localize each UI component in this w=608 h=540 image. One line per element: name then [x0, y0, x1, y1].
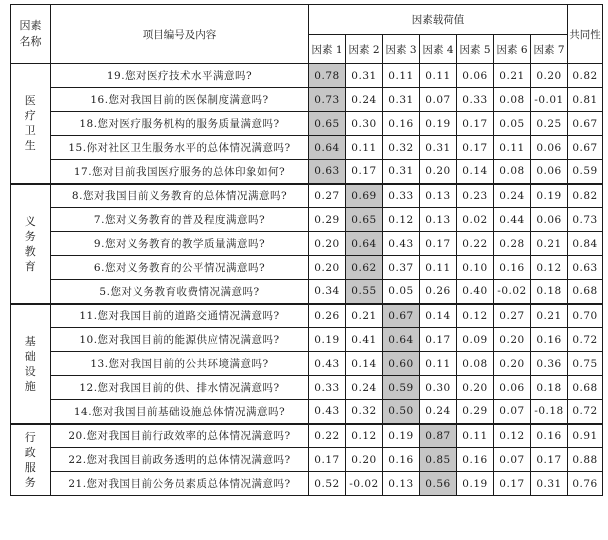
item-text: 21.您对我国目前公务员素质总体情况满意吗? — [51, 472, 309, 496]
item-text: 8.您对我国目前义务教育的总体情况满意吗? — [51, 184, 309, 208]
group-name-char: 生 — [24, 139, 37, 153]
item-text: 18.您对医疗服务机构的服务质量满意吗? — [51, 112, 309, 136]
loading-value: 0.13 — [383, 472, 420, 496]
loading-value: 0.20 — [531, 64, 568, 88]
table-body — [11, 64, 603, 496]
loading-value: 0.17 — [420, 232, 457, 256]
communality-value: 0.82 — [568, 184, 603, 208]
table-row — [11, 184, 603, 208]
loading-value: 0.28 — [494, 232, 531, 256]
category-header-line: 因素 — [19, 19, 42, 32]
loading-value: 0.17 — [531, 448, 568, 472]
loading-value: -0.01 — [531, 88, 568, 112]
loading-value: 0.30 — [420, 376, 457, 400]
loading-value: 0.14 — [457, 160, 494, 184]
loading-value: 0.31 — [383, 88, 420, 112]
loading-value: 0.34 — [309, 280, 346, 304]
table-row — [11, 88, 603, 112]
loading-value-highlighted: 0.87 — [420, 424, 457, 448]
table-row — [11, 280, 603, 304]
loading-value: 0.08 — [494, 160, 531, 184]
group-name-char: 育 — [24, 259, 37, 273]
loading-value: 0.37 — [383, 256, 420, 280]
group-name-char: 施 — [24, 379, 37, 393]
item-text: 9.您对义务教育的教学质量满意吗? — [51, 232, 309, 256]
loading-value: 0.19 — [420, 112, 457, 136]
loading-value: 0.20 — [309, 256, 346, 280]
loading-value-highlighted: 0.64 — [346, 232, 383, 256]
item-text: 16.您对我国目前的医保制度满意吗? — [51, 88, 309, 112]
table-row — [11, 400, 603, 424]
communality-value: 0.72 — [568, 328, 603, 352]
factor-header: 因素 4 — [420, 35, 457, 64]
loading-value: 0.11 — [420, 352, 457, 376]
loading-value: 0.12 — [457, 304, 494, 328]
loading-value: -0.02 — [346, 472, 383, 496]
item-text: 11.您对我国目前的道路交通情况满意吗? — [51, 304, 309, 328]
item-text: 13.您对我国目前的公共环境满意吗? — [51, 352, 309, 376]
group-name-char: 疗 — [24, 109, 37, 123]
loading-value: 0.33 — [457, 88, 494, 112]
group-name-char: 设 — [24, 364, 37, 378]
group-name-char: 务 — [24, 229, 37, 243]
factor-header: 因素 5 — [457, 35, 494, 64]
loading-value: 0.22 — [309, 424, 346, 448]
loading-value: -0.18 — [531, 400, 568, 424]
item-text: 14.您对我国目前基础设施总体情况满意吗? — [51, 400, 309, 424]
table-row — [11, 472, 603, 496]
table-row — [11, 112, 603, 136]
loading-value: 0.06 — [457, 64, 494, 88]
loading-value: 0.25 — [531, 112, 568, 136]
communality-value: 0.91 — [568, 424, 603, 448]
loading-value: 0.07 — [494, 400, 531, 424]
loading-value: 0.17 — [420, 328, 457, 352]
loading-value: 0.52 — [309, 472, 346, 496]
communality-value: 0.76 — [568, 472, 603, 496]
loading-value: 0.33 — [309, 376, 346, 400]
group-name-cell — [11, 424, 51, 496]
group-name-cell — [11, 64, 51, 184]
loading-value-highlighted: 0.73 — [309, 88, 346, 112]
communality-value: 0.73 — [568, 208, 603, 232]
table-row — [11, 304, 603, 328]
loading-value: 0.12 — [383, 208, 420, 232]
loading-value: 0.05 — [383, 280, 420, 304]
loading-value: 0.17 — [346, 160, 383, 184]
group-name — [25, 214, 37, 274]
communality-value: 0.68 — [568, 280, 603, 304]
loading-value: 0.43 — [383, 232, 420, 256]
group-name-char: 卫 — [24, 124, 37, 138]
communality-header: 共同性 — [568, 5, 603, 64]
loading-value: 0.05 — [494, 112, 531, 136]
loading-value: 0.20 — [420, 160, 457, 184]
communality-value: 0.72 — [568, 400, 603, 424]
loading-value: 0.21 — [531, 304, 568, 328]
loading-value: 0.07 — [494, 448, 531, 472]
group-name-char: 政 — [24, 445, 37, 459]
group-name-char: 教 — [24, 244, 37, 258]
factor-header: 因素 2 — [346, 35, 383, 64]
loading-value: 0.27 — [494, 304, 531, 328]
item-text: 7.您对义务教育的普及程度满意吗? — [51, 208, 309, 232]
communality-value: 0.67 — [568, 136, 603, 160]
communality-value: 0.88 — [568, 448, 603, 472]
loading-value: 0.10 — [457, 256, 494, 280]
communality-value: 0.70 — [568, 304, 603, 328]
communality-value: 0.82 — [568, 64, 603, 88]
loading-value: 0.22 — [457, 232, 494, 256]
loading-value: 0.18 — [531, 376, 568, 400]
item-text: 5.您对义务教育收费情况满意吗? — [51, 280, 309, 304]
loading-value: 0.11 — [420, 64, 457, 88]
loading-value: 0.44 — [494, 208, 531, 232]
table-row — [11, 328, 603, 352]
loading-value-highlighted: 0.78 — [309, 64, 346, 88]
loading-value-highlighted: 0.59 — [383, 376, 420, 400]
loading-value: 0.16 — [457, 448, 494, 472]
loading-value: 0.21 — [531, 232, 568, 256]
loading-value: 0.12 — [494, 424, 531, 448]
loading-value: 0.40 — [457, 280, 494, 304]
table-row — [11, 424, 603, 448]
loading-value: 0.36 — [531, 352, 568, 376]
loading-value: 0.32 — [346, 400, 383, 424]
loading-value: 0.24 — [346, 88, 383, 112]
group-name-char: 务 — [24, 475, 37, 489]
factor-header: 因素 1 — [309, 35, 346, 64]
table-row — [11, 64, 603, 88]
category-header-line: 名称 — [19, 35, 42, 48]
factor-header: 因素 6 — [494, 35, 531, 64]
loading-value: 0.17 — [457, 136, 494, 160]
table-row — [11, 232, 603, 256]
communality-value: 0.84 — [568, 232, 603, 256]
communality-value: 0.68 — [568, 376, 603, 400]
loading-value: 0.29 — [309, 208, 346, 232]
table-row — [11, 352, 603, 376]
group-name-char: 础 — [24, 349, 37, 363]
loading-value: 0.43 — [309, 400, 346, 424]
item-header: 项目编号及内容 — [51, 5, 309, 64]
loading-value: 0.16 — [383, 448, 420, 472]
loading-value: 0.33 — [383, 184, 420, 208]
loading-value: 0.24 — [346, 376, 383, 400]
item-text: 15.你对社区卫生服务水平的总体情况满意吗? — [51, 136, 309, 160]
loading-value: 0.31 — [531, 472, 568, 496]
loading-value-highlighted: 0.64 — [309, 136, 346, 160]
item-text: 17.您对目前我国医疗服务的总体印象如何? — [51, 160, 309, 184]
loading-value: 0.23 — [457, 184, 494, 208]
loading-value-highlighted: 0.64 — [383, 328, 420, 352]
loading-value: 0.31 — [383, 160, 420, 184]
group-name — [25, 430, 37, 490]
loading-value: 0.30 — [346, 112, 383, 136]
loading-value: 0.18 — [531, 280, 568, 304]
item-text: 19.您对医疗技术水平满意吗? — [51, 64, 309, 88]
group-name-cell — [11, 184, 51, 304]
loading-value: 0.43 — [309, 352, 346, 376]
loading-value-highlighted: 0.65 — [346, 208, 383, 232]
communality-value: 0.63 — [568, 256, 603, 280]
loading-value: 0.24 — [420, 400, 457, 424]
group-name-char: 基 — [24, 334, 37, 348]
loading-value: 0.32 — [383, 136, 420, 160]
loading-value: 0.02 — [457, 208, 494, 232]
loading-value: 0.20 — [346, 448, 383, 472]
loading-value: 0.16 — [383, 112, 420, 136]
loading-value: 0.16 — [531, 424, 568, 448]
factor-header: 因素 7 — [531, 35, 568, 64]
loading-value: 0.20 — [494, 328, 531, 352]
loading-value: 0.11 — [494, 136, 531, 160]
table-row — [11, 448, 603, 472]
loading-value: 0.11 — [457, 424, 494, 448]
loading-value-highlighted: 0.62 — [346, 256, 383, 280]
loading-value: 0.13 — [420, 208, 457, 232]
loading-header: 因素载荷值 — [309, 5, 568, 35]
loading-value-highlighted: 0.55 — [346, 280, 383, 304]
loading-value-highlighted: 0.85 — [420, 448, 457, 472]
category-header — [11, 5, 51, 64]
loading-value-highlighted: 0.56 — [420, 472, 457, 496]
item-text: 10.您对我国目前的能源供应情况满意吗? — [51, 328, 309, 352]
loading-value: 0.17 — [457, 112, 494, 136]
loading-value-highlighted: 0.50 — [383, 400, 420, 424]
loading-value: -0.02 — [494, 280, 531, 304]
loading-value: 0.07 — [420, 88, 457, 112]
group-name-cell — [11, 304, 51, 424]
loading-value-highlighted: 0.69 — [346, 184, 383, 208]
loading-value: 0.31 — [420, 136, 457, 160]
loading-value: 0.14 — [346, 352, 383, 376]
loading-value: 0.14 — [420, 304, 457, 328]
group-name-char: 医 — [24, 94, 37, 108]
loading-value: 0.29 — [457, 400, 494, 424]
loading-value: 0.21 — [494, 64, 531, 88]
communality-value: 0.75 — [568, 352, 603, 376]
loading-value: 0.26 — [309, 304, 346, 328]
group-name-char: 行 — [24, 430, 37, 444]
communality-value: 0.81 — [568, 88, 603, 112]
loading-value: 0.06 — [531, 160, 568, 184]
loading-value-highlighted: 0.63 — [309, 160, 346, 184]
communality-value: 0.59 — [568, 160, 603, 184]
loading-value: 0.27 — [309, 184, 346, 208]
table-row — [11, 136, 603, 160]
factor-loading-table — [10, 4, 603, 496]
loading-value: 0.11 — [346, 136, 383, 160]
table-row — [11, 256, 603, 280]
loading-value: 0.13 — [420, 184, 457, 208]
table-row — [11, 376, 603, 400]
loading-value: 0.06 — [531, 208, 568, 232]
item-text: 12.您对我国目前的供、排水情况满意吗? — [51, 376, 309, 400]
loading-value: 0.12 — [531, 256, 568, 280]
table-row — [11, 160, 603, 184]
loading-value-highlighted: 0.67 — [383, 304, 420, 328]
loading-value-highlighted: 0.60 — [383, 352, 420, 376]
item-text: 22.您对我国目前政务透明的总体情况满意吗? — [51, 448, 309, 472]
loading-value-highlighted: 0.65 — [309, 112, 346, 136]
communality-value: 0.67 — [568, 112, 603, 136]
loading-value: 0.24 — [494, 184, 531, 208]
loading-value: 0.20 — [457, 376, 494, 400]
loading-value: 0.17 — [309, 448, 346, 472]
group-name-char: 服 — [24, 460, 37, 474]
loading-value: 0.20 — [494, 352, 531, 376]
loading-value: 0.19 — [531, 184, 568, 208]
loading-value: 0.17 — [494, 472, 531, 496]
table-row — [11, 208, 603, 232]
loading-value: 0.26 — [420, 280, 457, 304]
loading-value: 0.16 — [494, 256, 531, 280]
loading-value: 0.06 — [494, 376, 531, 400]
loading-value: 0.31 — [346, 64, 383, 88]
group-name — [25, 93, 37, 153]
factor-header: 因素 3 — [383, 35, 420, 64]
loading-value: 0.12 — [346, 424, 383, 448]
loading-value: 0.11 — [383, 64, 420, 88]
item-text: 20.您对我国目前行政效率的总体情况满意吗? — [51, 424, 309, 448]
loading-value: 0.20 — [309, 232, 346, 256]
loading-value: 0.41 — [346, 328, 383, 352]
loading-value: 0.08 — [457, 352, 494, 376]
loading-value: 0.21 — [346, 304, 383, 328]
loading-value: 0.19 — [309, 328, 346, 352]
item-text: 6.您对义务教育的公平情况满意吗? — [51, 256, 309, 280]
group-name-char: 义 — [24, 214, 37, 228]
loading-value: 0.11 — [420, 256, 457, 280]
loading-value: 0.06 — [531, 136, 568, 160]
loading-value: 0.19 — [383, 424, 420, 448]
group-name — [25, 334, 37, 394]
loading-value: 0.19 — [457, 472, 494, 496]
loading-value: 0.16 — [531, 328, 568, 352]
loading-value: 0.09 — [457, 328, 494, 352]
loading-value: 0.08 — [494, 88, 531, 112]
